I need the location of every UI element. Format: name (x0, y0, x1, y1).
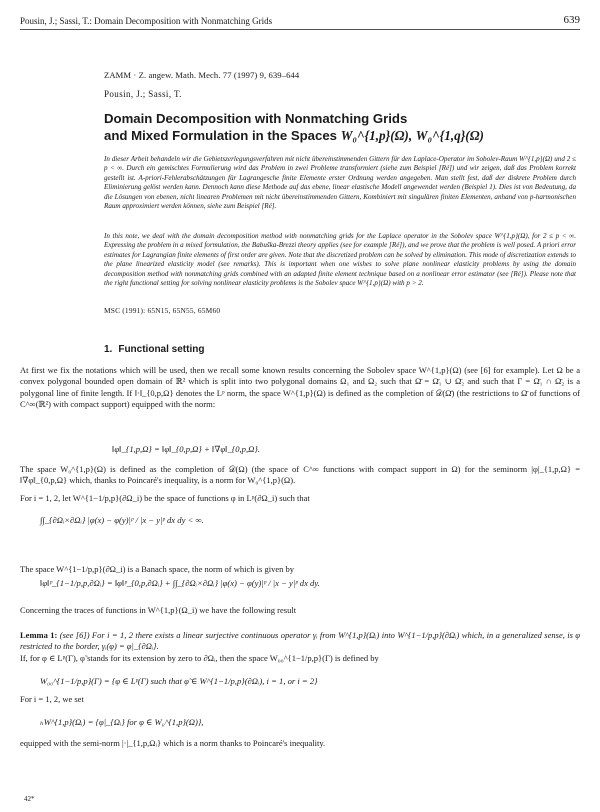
equation-w00-space: W₀₀^{1−1/p,p}(Γ) = {φ ∈ Lᵖ(Γ) such that φ̃ ∈ W^{1−1/p,p}(∂Ωᵢ), i = 1, or i = 2} (40, 676, 318, 686)
paragraph-w0-space: The space W₀^{1,p}(Ω) is defined as the completion of 𝒟(Ω) (the space of C^∞ functions with compact support in Ω) for the seminorm |φ|_{1,p,Ω} = ‖∇φ‖_{0,p,Ω} which, thanks to Poincaré's inequality, is a norm for W₀^{1,p}(Ω). (20, 464, 580, 486)
running-header (20, 8, 580, 30)
equation-trace-norm: ‖φ‖ᵖ_{1−1/p,p,∂Ωᵢ} = ‖φ‖ᵖ_{0,p,∂Ωᵢ} + ∫∫_{∂Ωᵢ×∂Ωᵢ} |φ(x) − φ(y)|ᵖ / |x − y|ᵖ dx dy. (40, 578, 320, 588)
section-title: Functional setting (118, 344, 205, 355)
title-space-2: W₀^{1,q}(Ω) (415, 128, 484, 143)
paragraph-intro: At first we fix the notations which will be used, then we recall some known results concerning the Sobolev space W^{1,p}(Ω) (see [6] for example). Let Ω be a convex polygonal bounded open domain of ℝ² which is split into two polygonal domains Ω₁ and Ω₂ such that Ω̄ = Ω̄₁ ∪ Ω̄₂ and such that Γ = Ω̄₁ ∩ Ω̄₂ is a polygonal line of finite length. If ‖·‖_{0,p,Ω} denotes the Lᵖ norm, the space W^{1,p}(Ω) is defined as the completion of 𝒟(Ω̄) (the restrictions to Ω̄ of functions of C^∞(ℝ²) with compact support) equipped with the norm: (20, 365, 580, 409)
page-number: 639 (563, 14, 580, 26)
paragraph-trace-space: For i = 1, 2, let W^{1−1/p,p}(∂Ω_i) be the space of functions φ in Lᵖ(∂Ω_i) such that (20, 493, 310, 503)
paragraph-banach: The space W^{1−1/p,p}(∂Ω_i) is a Banach space, the norm of which is given by (20, 564, 294, 574)
abstract-german: In dieser Arbeit behandeln wir die Gebietszerlegungsverfahren mit nicht übereinstimmenden Gittern für den Laplace-Operator im Sobolev-Raum W^{1,p}(Ω) und 2 ≤ p < ∞. Durch ein gemischtes Formulierung wird das Problem in zwei Probleme transformiert (siehe zum Beispiel [Ré]) und wir zeigen, daß das Problem korrekt gestellt ist. A-priori-Fehlerabschätzungen für Lagrangesche finite Elemente erster Ordnung werden angegeben. Man stellt fest, daß der diskrete Problem durch Eliminierung gelöst werden kann. Dennoch kann diese Methode auf das ebene, linear elastische Modell angewendet werden (Beispiel 1). Dies ist von Bedeutung, da die Lösungen von ebenen, nicht linearen Problemen mit nicht übereinstimmenden Gittern, Kombiniert mit singulären finiten Elementen, anhand von p-harmonischen Raum approximiert werden können, siehe zum Beispiel [Ré]. (104, 155, 576, 211)
equation-norm: ‖φ‖_{1,p,Ω} = ‖φ‖_{0,p,Ω} + ‖∇φ‖_{0,p,Ω}. (112, 444, 260, 454)
title-line-1: Domain Decomposition with Nonmatching Grids (104, 111, 408, 126)
equation-double-integral: ∫∫_{∂Ωᵢ×∂Ωᵢ} |φ(x) − φ(y)|ᵖ / |x − y|ᵖ dx dy < ∞. (40, 515, 204, 525)
title-line-2-text: and Mixed Formulation in the Spaces (104, 128, 341, 143)
paragraph-extension: If, for φ ∈ Lᵖ(Γ), φ̃ stands for its extension by zero to ∂Ωᵢ, then the space W₀₀^{1−1/p,p}(Γ) is defined by (20, 653, 379, 663)
title-space-1: W₀^{1,p}(Ω), (340, 128, 413, 143)
paragraph-seminorm: equipped with the semi-norm |·|_{1,p,Ωᵢ} which is a norm thanks to Poincaré's inequality. (20, 738, 326, 748)
paragraph-traces: Concerning the traces of functions in W^{1,p}(Ω_i) we have the following result (20, 605, 297, 615)
section-heading (104, 344, 204, 355)
equation-hw-space: ₕW^{1,p}(Ωᵢ) = {φ|_{Ωᵢ} for φ ∈ W₀^{1,p}(Ω)}, (40, 717, 204, 727)
paragraph-set: For i = 1, 2, we set (20, 694, 84, 704)
lemma-text: (see [6]) For i = 1, 2 there exists a linear surjective continuous operator γᵢ from W^{1,p}(Ωᵢ) into W^{1−1/p,p}(∂Ωᵢ) which, in a generalized sense, is φ restricted to the border, γᵢ(φ) = φ|_{∂Ωᵢ}. (20, 630, 581, 652)
footer-mark: 42* (24, 795, 35, 803)
lemma-1 (20, 630, 580, 653)
title-line-2 (104, 127, 574, 144)
section-number: 1. (104, 344, 113, 355)
abstract-english: In this note, we deal with the domain decomposition method with nonmatching grids for the Laplace operator in the Sobolev space W^{1,p}(Ω), for 2 ≤ p < ∞. Expressing the problem in a mixed formulation, the Babuška-Brezzi theory applies (see for example [Ré]), and we prove that the problem is well posed. A priori error estimates for Lagrangian finite elements of first order are given. Note that the discretized problem can be solved by elimination. This mode of discretization extends to the plane linearized elasticity model (see remarks). This is important when one wishes to solve plane nonlinear elasticity problems by using the domain decomposition method with nonmatching grids combined with an adapted finite element technique based on a nonlinear error estimator (see [Ré]). Please note that the right functional setting for solving nonlinear elasticity problems is the Sobolev space W^{1,p}(Ω) with p > 2. (104, 232, 576, 288)
article-title (104, 110, 574, 144)
lemma-label: Lemma 1: (20, 630, 58, 640)
running-title: Pousin, J.; Sassi, T.: Domain Decomposition with Nonmatching Grids (20, 16, 273, 26)
authors: Pousin, J.; Sassi, T. (104, 89, 182, 99)
journal-citation: ZAMM · Z. angew. Math. Mech. 77 (1997) 9, 639–644 (104, 70, 300, 80)
msc-classification: MSC (1991): 65N15, 65N55, 65M60 (104, 306, 221, 315)
